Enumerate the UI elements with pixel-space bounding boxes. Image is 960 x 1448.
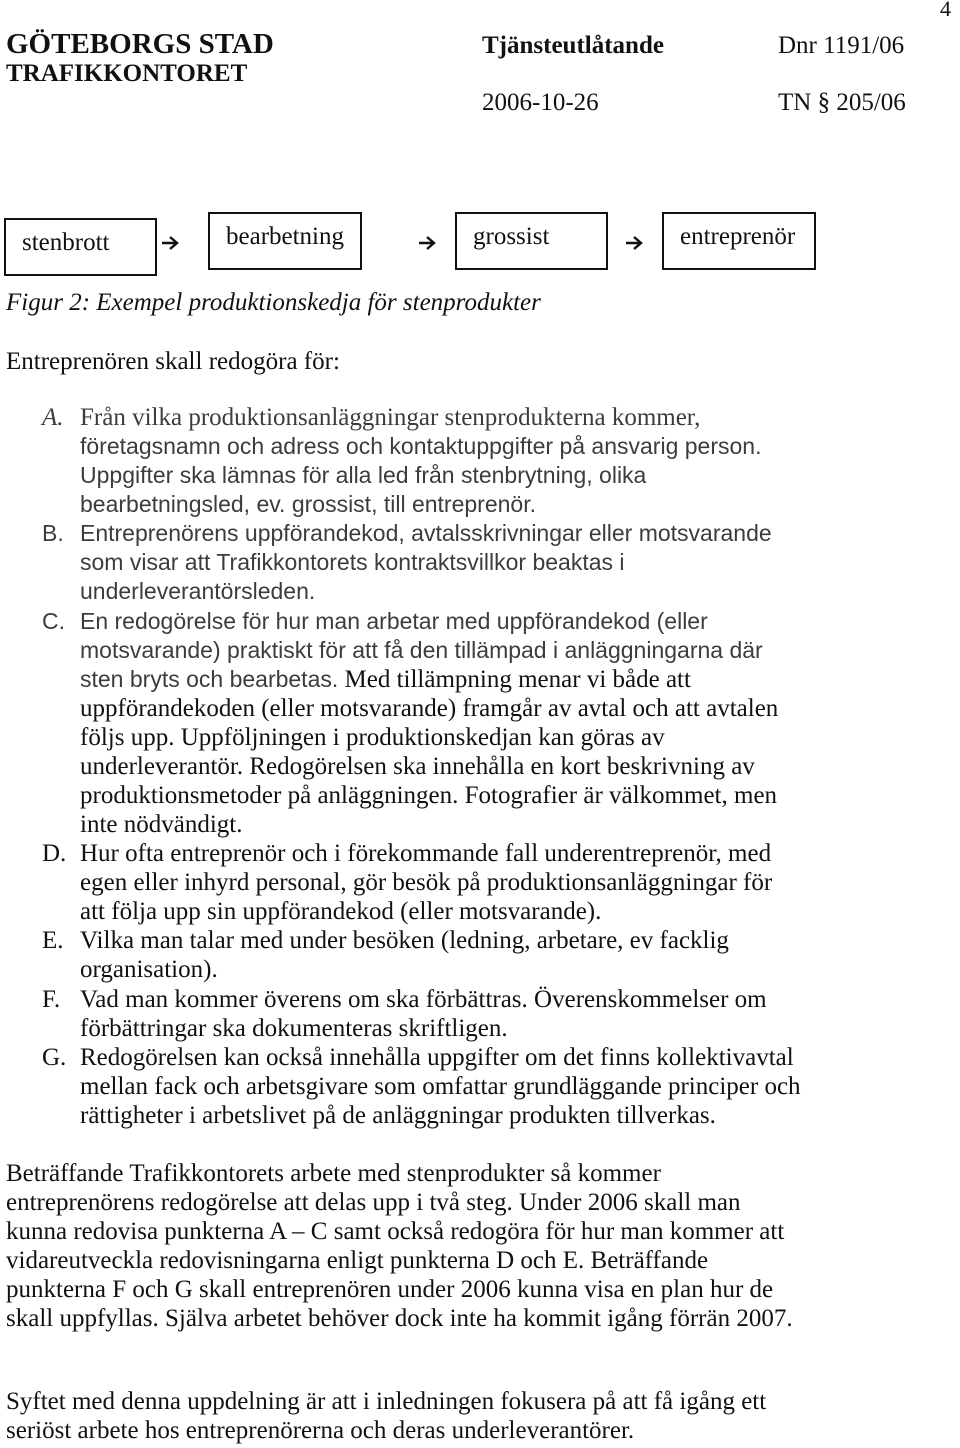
list-item-c [0,607,960,840]
list-marker: D. [42,840,67,868]
list-line: rättigheter i arbetslivet på de anläggningar produkten tillverkas. [80,1101,716,1129]
flow-step-box [4,218,157,276]
list-line: inte nödvändigt. [80,811,243,839]
list-item-b [0,519,960,606]
list-line: Hur ofta entreprenör och i förekommande fall underentreprenör, med [80,840,772,868]
paragraph [6,1387,766,1445]
list-line-segment: Med tillämpning menar vi både att [344,665,691,693]
list-line: företagsnamn och adress och kontaktuppgifter på ansvarig person. [80,433,762,460]
list-line: Entreprenörens uppförandekod, avtalsskrivningar eller motsvarande [80,520,772,547]
list-line: egen eller inhyrd personal, gör besök på produktionsanläggningar för [80,869,773,897]
list-line: uppförandekoden (eller motsvarande) framgår av avtal och att avtalen [80,694,779,722]
list-line: som visar att Trafikkontorets kontraktsvillkor beaktas i [80,549,625,576]
page-number: 4 [940,0,951,21]
paragraph-line: punkterna F och G skall entreprenören under 2006 kunna visa en plan hur de [6,1276,774,1303]
list-line-segment: sten bryts och bearbetas. [80,665,339,692]
flow-step-label: grossist [473,223,550,250]
requirements-list [0,403,960,1130]
flow-step-label: bearbetning [226,223,345,250]
diary-number: Dnr 1191/06 [778,32,905,59]
paragraph-line: vidareutveckla redovisningarna enligt punkterna D och E. Beträffande [6,1247,709,1274]
organization-name: GÖTEBORGS STAD [6,28,274,60]
list-line: En redogörelse för hur man arbetar med uppförandekod (eller [80,607,708,634]
list-item-e [0,926,960,984]
list-line: att följa upp sin uppförandekod (eller motsvarande). [80,898,602,926]
flow-step-label: entreprenör [680,223,796,250]
list-marker: B. [42,520,64,547]
list-line: förbättringar ska dokumenteras skriftligen. [80,1014,508,1042]
list-marker: E. [42,927,64,955]
list-item-g [0,1043,960,1130]
paragraph-line: seriöst arbete hos entreprenörerna och deras underleverantörer. [6,1417,635,1444]
list-line: Från vilka produktionsanläggningar stenprodukterna kommer, [80,404,701,431]
list-marker: G. [42,1043,67,1071]
flow-step-box [208,212,362,270]
list-item-a [0,403,960,519]
list-line: produktionsmetoder på anläggningen. Fotografier är välkommet, men [80,782,778,810]
arrow-right-icon [418,235,436,251]
board-reference: TN § 205/06 [778,89,906,116]
list-line: följs upp. Uppföljningen i produktionskedjan kan göras av [80,723,665,751]
list-line: underleverantör. Redogörelsen ska innehålla en kort beskrivning av [80,752,755,780]
flow-step-box [455,212,608,270]
list-marker: C. [42,607,65,634]
arrow-right-icon [625,235,643,251]
paragraph-line: entreprenörens redogörelse att delas upp i två steg. Under 2006 skall man [6,1189,741,1216]
arrow-right-icon [161,235,179,251]
flow-step-box [662,212,816,270]
list-item-f [0,985,960,1043]
list-line: organisation). [80,956,218,984]
list-line: Vilka man talar med under besöken (ledning, arbetare, ev facklig [80,927,729,955]
document-date: 2006-10-26 [482,89,599,116]
paragraph-line: kunna redovisa punkterna A – C samt också redogöra för hur man kommer att [6,1218,785,1245]
list-marker: F. [42,985,61,1013]
paragraph [6,1159,793,1333]
list-item-d [0,839,960,926]
department-name: TRAFIKKONTORET [6,60,248,87]
list-line: motsvarande) praktiskt för att få den tillämpad i anläggningarna där [80,636,763,663]
list-line [80,665,960,694]
list-marker: A. [42,404,64,431]
list-intro: Entreprenören skall redogöra för: [6,348,340,375]
list-line: Uppgifter ska lämnas för alla led från stenbrytning, olika [80,462,647,489]
flow-step-label: stenbrott [22,229,110,256]
list-line: Redogörelsen kan också innehålla uppgifter om det finns kollektivavtal [80,1043,794,1071]
figure-caption: Figur 2: Exempel produktionskedja för stenprodukter [6,289,541,316]
paragraph-line: Beträffande Trafikkontorets arbete med stenprodukter så kommer [6,1160,661,1187]
list-line: mellan fack och arbetsgivare som omfattar grundläggande principer och [80,1072,801,1100]
document-type: Tjänsteutlåtande [482,32,664,59]
paragraph-line: skall uppfyllas. Själva arbetet behöver dock inte ha kommit igång förrän 2007. [6,1305,793,1332]
list-line: underleverantörsleden. [80,578,316,605]
paragraph-line: Syftet med denna uppdelning är att i inledningen fokusera på att få igång ett [6,1388,767,1415]
list-line: bearbetningsled, ev. grossist, till entreprenör. [80,491,536,518]
list-line: Vad man kommer överens om ska förbättras. Överenskommelser om [80,985,767,1013]
